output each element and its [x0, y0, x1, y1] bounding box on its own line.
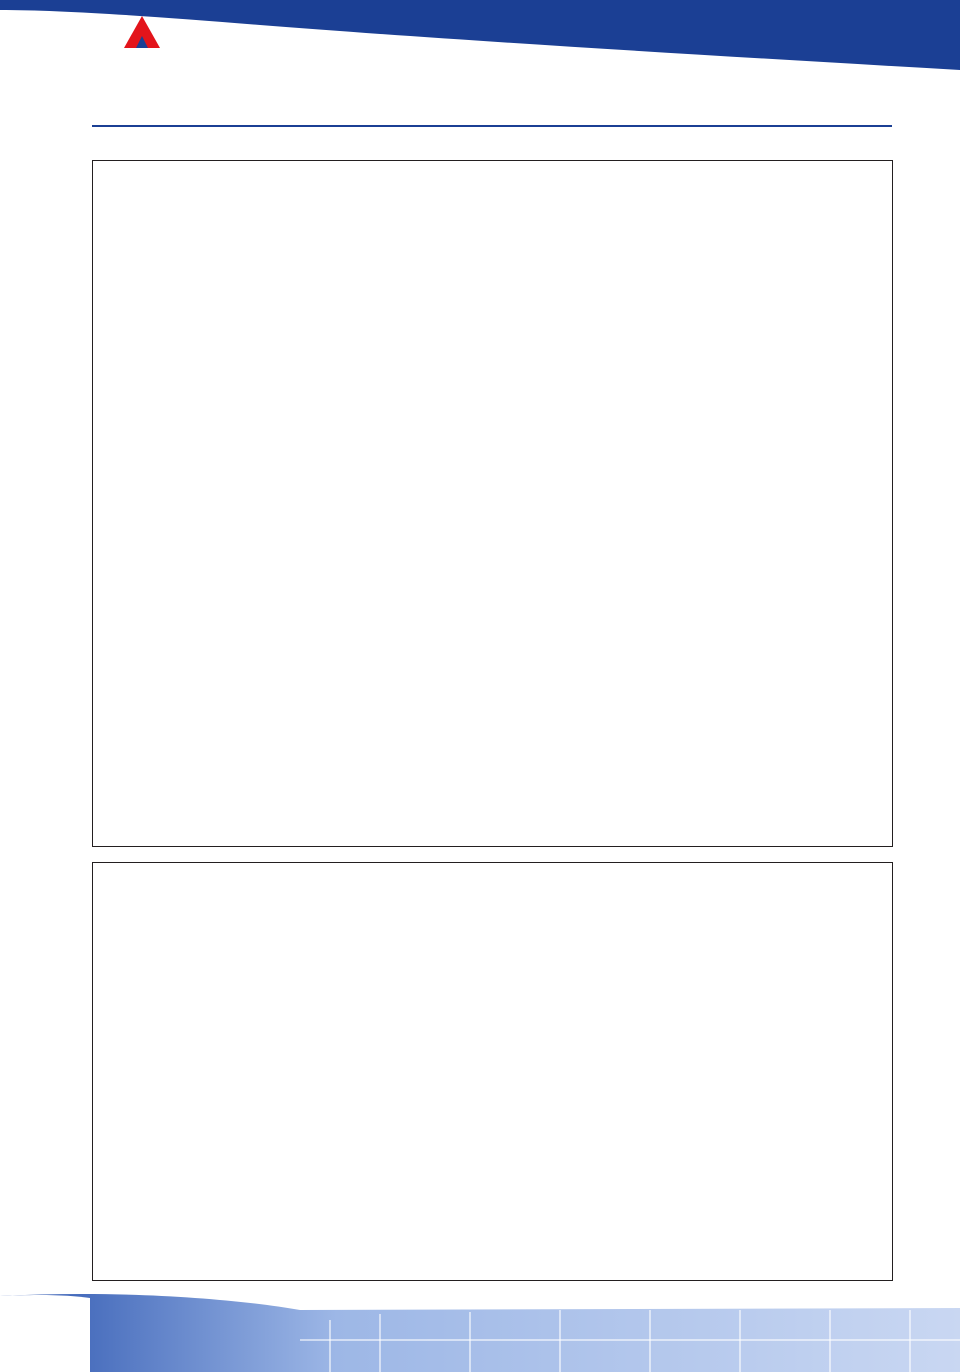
- brand-logo: [66, 12, 211, 54]
- svg-text:Z: Z: [66, 13, 91, 54]
- footer-band: [0, 1290, 960, 1372]
- title-rule: [92, 125, 892, 127]
- svg-text:S: S: [164, 13, 191, 54]
- openings-drawing: [93, 863, 892, 1280]
- top-plates-drawing: [93, 161, 892, 846]
- svg-text:P: P: [96, 13, 123, 54]
- openings-panel: [92, 862, 893, 1281]
- top-plates-panel: [92, 160, 893, 847]
